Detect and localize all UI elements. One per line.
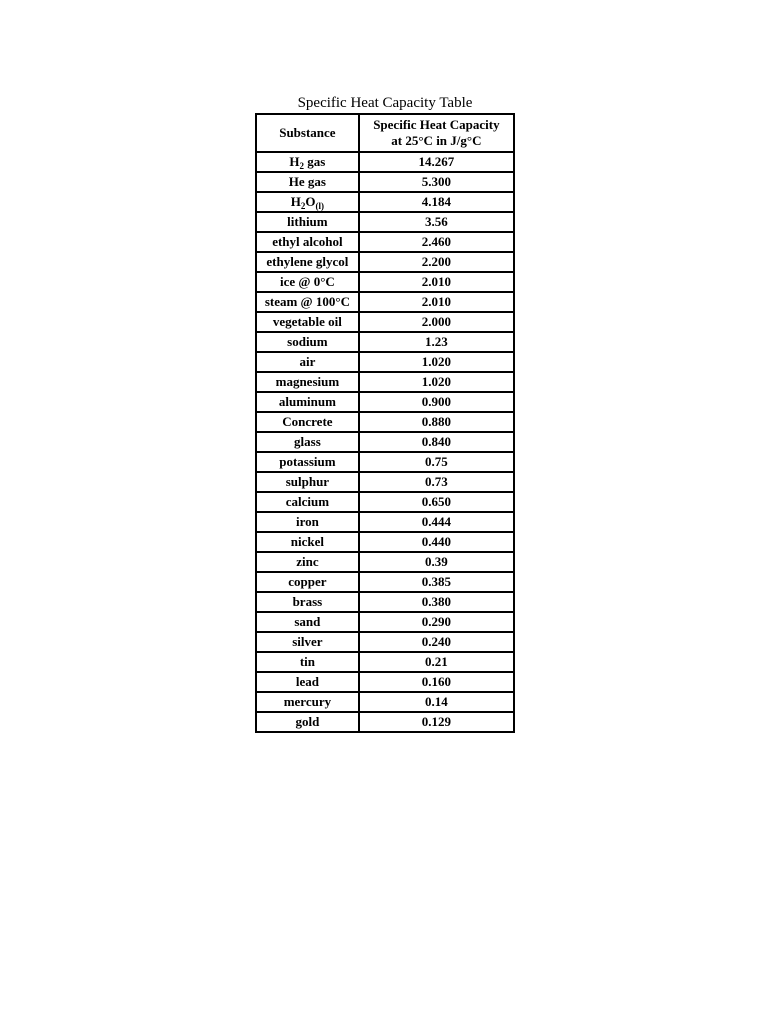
heat-capacity-cell: 0.385 <box>359 572 514 592</box>
table-row <box>256 332 514 352</box>
heat-capacity-cell: 2.460 <box>359 232 514 252</box>
table-row <box>256 532 514 552</box>
substance-cell <box>256 192 359 212</box>
heat-capacity-cell: 4.184 <box>359 192 514 212</box>
heat-capacity-cell: 2.000 <box>359 312 514 332</box>
substance-cell: He gas <box>256 172 359 192</box>
formula-subscript: 2 <box>300 201 306 211</box>
formula-rest: O <box>305 194 316 209</box>
table-row <box>256 152 514 172</box>
heat-capacity-cell: 1.23 <box>359 332 514 352</box>
heat-capacity-header-line1: Specific Heat Capacity <box>373 117 500 132</box>
substance-cell: air <box>256 352 359 372</box>
heat-capacity-cell: 0.73 <box>359 472 514 492</box>
substance-cell: mercury <box>256 692 359 712</box>
substance-cell: sulphur <box>256 472 359 492</box>
heat-capacity-cell: 0.444 <box>359 512 514 532</box>
table-row <box>256 512 514 532</box>
table-row <box>256 692 514 712</box>
heat-capacity-cell: 0.290 <box>359 612 514 632</box>
heat-capacity-cell: 0.880 <box>359 412 514 432</box>
heat-capacity-cell: 0.21 <box>359 652 514 672</box>
substance-cell: ethyl alcohol <box>256 232 359 252</box>
table-row <box>256 572 514 592</box>
substance-cell: brass <box>256 592 359 612</box>
table-row <box>256 352 514 372</box>
substance-cell: steam @ 100°C <box>256 292 359 312</box>
table-row <box>256 652 514 672</box>
substance-cell: tin <box>256 652 359 672</box>
substance-cell: Concrete <box>256 412 359 432</box>
heat-capacity-cell: 5.300 <box>359 172 514 192</box>
formula-rest: gas <box>304 154 326 169</box>
table-row <box>256 492 514 512</box>
table-row <box>256 452 514 472</box>
heat-capacity-cell: 14.267 <box>359 152 514 172</box>
table-row <box>256 192 514 212</box>
table-row <box>256 632 514 652</box>
heat-capacity-cell: 0.900 <box>359 392 514 412</box>
table-row <box>256 252 514 272</box>
heat-capacity-cell: 0.240 <box>359 632 514 652</box>
table-row <box>256 392 514 412</box>
substance-cell: calcium <box>256 492 359 512</box>
substance-cell: vegetable oil <box>256 312 359 332</box>
substance-cell: nickel <box>256 532 359 552</box>
formula-base: H <box>290 194 301 209</box>
table-body <box>256 152 514 732</box>
substance-cell <box>256 152 359 172</box>
substance-column-header: Substance <box>256 114 359 152</box>
heat-capacity-cell: 1.020 <box>359 352 514 372</box>
heat-capacity-cell: 0.14 <box>359 692 514 712</box>
heat-capacity-header-line2: at 25°C in J/g°C <box>391 133 482 148</box>
substance-cell: ethylene glycol <box>256 252 359 272</box>
table-row <box>256 472 514 492</box>
substance-cell: gold <box>256 712 359 732</box>
heat-capacity-cell: 1.020 <box>359 372 514 392</box>
table-row <box>256 432 514 452</box>
table-row <box>256 212 514 232</box>
heat-capacity-column-header <box>359 114 514 152</box>
heat-capacity-cell: 2.010 <box>359 292 514 312</box>
table-row <box>256 312 514 332</box>
substance-cell: potassium <box>256 452 359 472</box>
table-row <box>256 412 514 432</box>
heat-capacity-cell: 3.56 <box>359 212 514 232</box>
table-row <box>256 612 514 632</box>
substance-cell: sand <box>256 612 359 632</box>
table-row <box>256 592 514 612</box>
page-title: Specific Heat Capacity Table <box>297 95 473 111</box>
table-row <box>256 272 514 292</box>
substance-cell: sodium <box>256 332 359 352</box>
substance-cell: glass <box>256 432 359 452</box>
heat-capacity-cell: 0.129 <box>359 712 514 732</box>
heat-capacity-cell: 2.010 <box>359 272 514 292</box>
substance-cell: aluminum <box>256 392 359 412</box>
substance-cell: lithium <box>256 212 359 232</box>
table-row <box>256 552 514 572</box>
formula-base: H <box>289 154 300 169</box>
substance-cell: silver <box>256 632 359 652</box>
table-row <box>256 292 514 312</box>
substance-cell: iron <box>256 512 359 532</box>
heat-capacity-cell: 0.380 <box>359 592 514 612</box>
table-row <box>256 172 514 192</box>
substance-cell: zinc <box>256 552 359 572</box>
table-row <box>256 372 514 392</box>
formula-subscript: 2 <box>299 161 305 171</box>
heat-capacity-cell: 0.440 <box>359 532 514 552</box>
table-row <box>256 672 514 692</box>
specific-heat-table <box>255 113 515 733</box>
heat-capacity-cell: 0.75 <box>359 452 514 472</box>
table-header-row <box>256 114 514 152</box>
table-row <box>256 712 514 732</box>
substance-cell: copper <box>256 572 359 592</box>
heat-capacity-cell: 0.650 <box>359 492 514 512</box>
heat-capacity-cell: 0.840 <box>359 432 514 452</box>
heat-capacity-cell: 0.39 <box>359 552 514 572</box>
substance-cell: lead <box>256 672 359 692</box>
formula-subscript-phase: (l) <box>315 201 325 211</box>
substance-cell: ice @ 0°C <box>256 272 359 292</box>
heat-capacity-cell: 0.160 <box>359 672 514 692</box>
heat-capacity-cell: 2.200 <box>359 252 514 272</box>
substance-cell: magnesium <box>256 372 359 392</box>
table-row <box>256 232 514 252</box>
